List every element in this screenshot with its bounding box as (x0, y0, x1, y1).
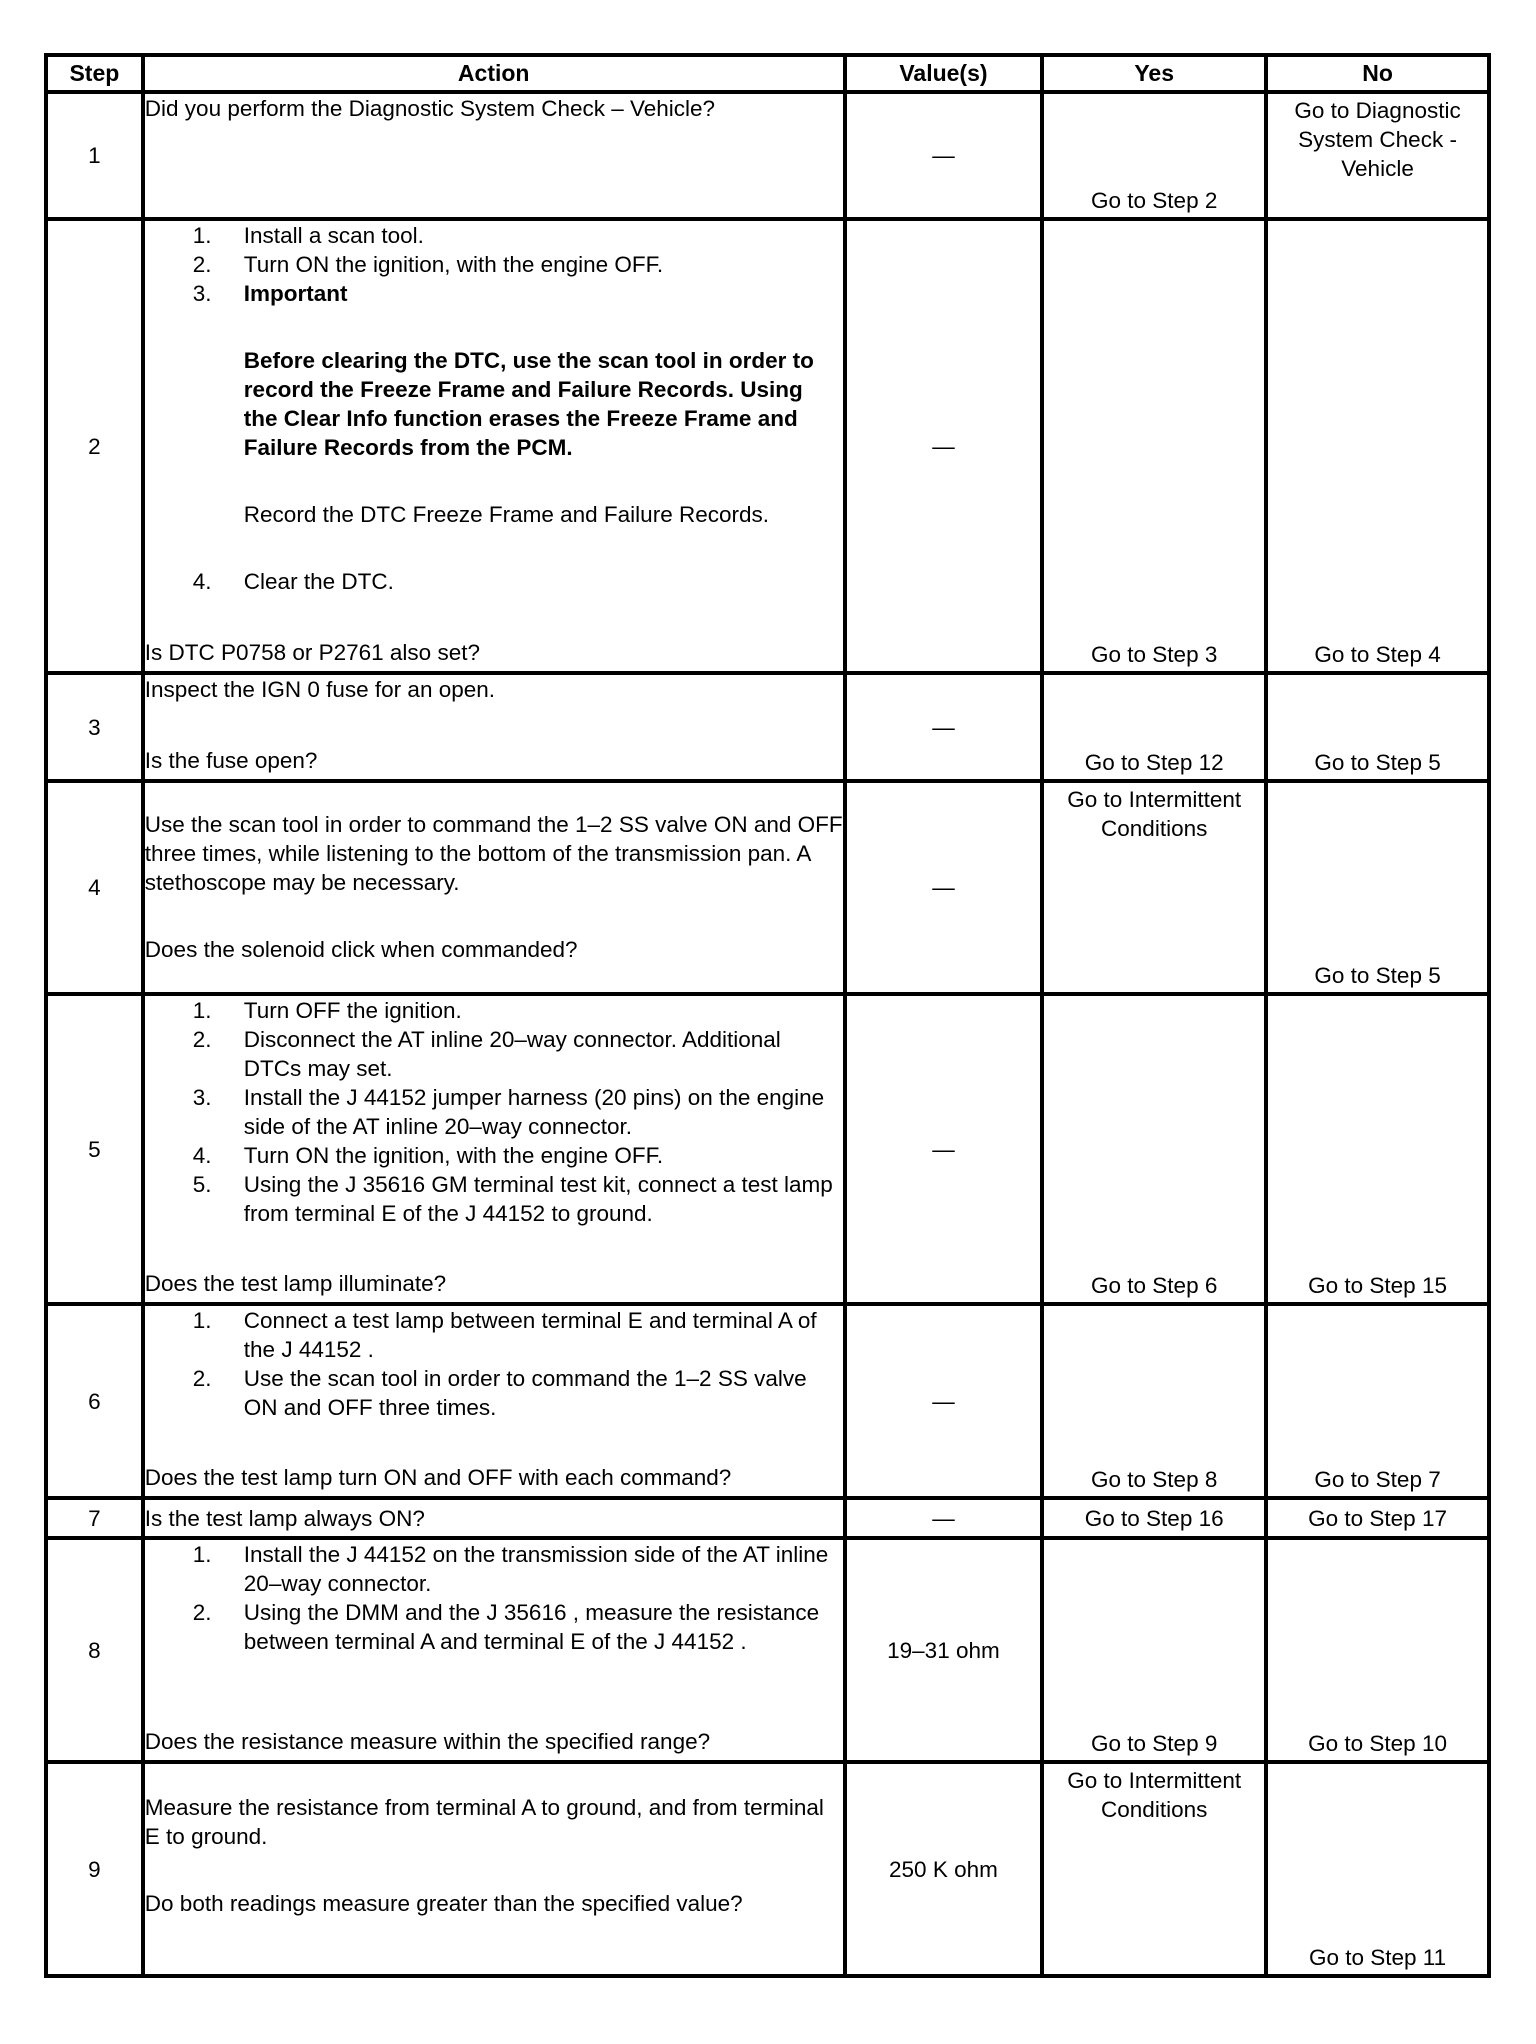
yes-cell (1042, 219, 1266, 673)
action-steps (145, 1540, 843, 1656)
step-number: 9 (46, 1762, 143, 1976)
no-link[interactable]: Go to Step 7 (1314, 1467, 1441, 1492)
action-question: Does the test lamp turn ON and OFF with each command? (144, 1465, 732, 1490)
no-link[interactable]: Go to Step 11 (1308, 1945, 1447, 1970)
action-cell (143, 1762, 845, 1976)
action-cell (143, 994, 845, 1304)
table-row (46, 1498, 1489, 1538)
yes-link[interactable]: Go to Step 12 (1084, 750, 1224, 775)
action-question: Is the fuse open? (144, 748, 318, 773)
yes-link[interactable]: Go to Step 6 (1091, 1273, 1218, 1298)
header-step: Step (46, 55, 143, 92)
action-steps (145, 221, 843, 596)
yes-cell (1042, 1538, 1266, 1762)
step-number: 6 (46, 1304, 143, 1498)
step-number: 2 (46, 219, 143, 673)
action-cell (143, 92, 845, 219)
action-question: Is DTC P0758 or P2761 also set? (144, 640, 480, 665)
action-question: Does the test lamp illuminate? (144, 1271, 447, 1296)
yes-link[interactable]: Go to Step 2 (1091, 188, 1218, 213)
yes-link[interactable]: Go to Step 9 (1091, 1731, 1218, 1756)
action-step: 1. Install the J 44152 on the transmission side of the AT inline 20–way connector. (192, 1542, 829, 1596)
no-cell (1266, 219, 1489, 673)
action-step: 1. Connect a test lamp between terminal E and terminal A of the J 44152 . (192, 1308, 817, 1362)
action-text: Use the scan tool in order to command the 1–2 SS valve ON and OFF three times, while listening to the bottom of the transmission pan. A stethoscope may be necessary. (144, 812, 843, 895)
action-step: 2. Using the DMM and the J 35616 , measure the resistance between terminal A and terminal E of the J 44152 . (192, 1600, 820, 1654)
table-row (46, 994, 1489, 1304)
no-link[interactable]: Go to Diagnostic System Check - Vehicle (1294, 98, 1461, 181)
yes-link[interactable]: Go to Step 16 (1084, 1505, 1224, 1531)
step-number: 1 (46, 92, 143, 219)
step-number: 4 (46, 781, 143, 994)
value-cell: — (845, 1304, 1043, 1498)
action-question: Is the test lamp always ON? (144, 1505, 425, 1531)
action-cell (143, 1304, 845, 1498)
table-row (46, 781, 1489, 994)
table-row (46, 1538, 1489, 1762)
no-link[interactable]: Go to Step 5 (1314, 750, 1441, 775)
action-cell (143, 219, 845, 673)
yes-link[interactable]: Go to Intermittent Conditions (1067, 1768, 1242, 1822)
no-cell (1266, 673, 1489, 781)
no-cell (1266, 1538, 1489, 1762)
action-step: 5. Using the J 35616 GM terminal test kit, connect a test lamp from terminal E of the J 44152 to ground. (192, 1172, 833, 1226)
header-yes: Yes (1042, 55, 1266, 92)
yes-cell (1042, 1304, 1266, 1498)
value-cell: — (845, 781, 1043, 994)
action-cell (143, 1498, 845, 1538)
step-number: 8 (46, 1538, 143, 1762)
action-cell (143, 673, 845, 781)
no-cell (1266, 781, 1489, 994)
value-cell: — (845, 994, 1043, 1304)
action-step: 3. Important Before clearing the DTC, use the scan tool in order to record the Freeze Frame and Failure Records. Using the Clear Info function erases the Freeze Frame and Failure Records from the PCM. Record the DTC Freeze Frame and Failure Records. (145, 279, 843, 567)
no-link[interactable]: Go to Step 17 (1308, 1505, 1447, 1531)
action-step: 4. Turn ON the ignition, with the engine OFF. (192, 1143, 664, 1168)
value-cell: 19–31 ohm (845, 1538, 1043, 1762)
yes-link[interactable]: Go to Intermittent Conditions (1067, 787, 1242, 841)
no-link[interactable]: Go to Step 5 (1314, 963, 1441, 988)
diagnostic-table (44, 53, 1491, 1978)
no-cell (1266, 994, 1489, 1304)
action-step: 2. Turn ON the ignition, with the engine OFF. (192, 252, 664, 277)
yes-cell (1042, 673, 1266, 781)
table-row (46, 1762, 1489, 1976)
yes-cell (1042, 994, 1266, 1304)
value-cell: — (845, 92, 1043, 219)
no-cell (1266, 1762, 1489, 1976)
yes-cell (1042, 92, 1266, 219)
step-number: 3 (46, 673, 143, 781)
header-action: Action (143, 55, 845, 92)
no-cell (1266, 1304, 1489, 1498)
yes-cell (1042, 1762, 1266, 1976)
no-link[interactable]: Go to Step 15 (1308, 1273, 1447, 1298)
no-cell (1266, 92, 1489, 219)
yes-cell (1042, 1498, 1266, 1538)
yes-link[interactable]: Go to Step 8 (1091, 1467, 1218, 1492)
record-note: Record the DTC Freeze Frame and Failure Records. (243, 502, 769, 527)
table-row (46, 1304, 1489, 1498)
action-question: Does the solenoid click when commanded? (144, 937, 578, 962)
action-step: 4. Clear the DTC. (192, 569, 394, 594)
action-question: Did you perform the Diagnostic System Check – Vehicle? (144, 96, 716, 121)
value-cell: — (845, 219, 1043, 673)
value-cell: — (845, 1498, 1043, 1538)
important-note: Before clearing the DTC, use the scan tool in order to record the Freeze Frame and Failure Records. Using the Clear Info function erases the Freeze Frame and Failure Records from the PCM. (243, 348, 814, 460)
header-row (46, 55, 1489, 92)
action-cell (143, 781, 845, 994)
action-text: Measure the resistance from terminal A to ground, and from terminal E to ground. (144, 1795, 824, 1849)
action-steps (145, 1306, 843, 1422)
no-link[interactable]: Go to Step 10 (1308, 1731, 1447, 1756)
value-cell: — (845, 673, 1043, 781)
step-number: 7 (46, 1498, 143, 1538)
action-question: Do both readings measure greater than the specified value? (144, 1891, 743, 1916)
action-text: Inspect the IGN 0 fuse for an open. (144, 677, 496, 702)
yes-link[interactable]: Go to Step 3 (1091, 642, 1218, 667)
step-number: 5 (46, 994, 143, 1304)
value-cell: 250 K ohm (845, 1762, 1043, 1976)
no-cell (1266, 1498, 1489, 1538)
yes-cell (1042, 781, 1266, 994)
action-step: 2. Disconnect the AT inline 20–way connector. Additional DTCs may set. (192, 1027, 781, 1081)
no-link[interactable]: Go to Step 4 (1314, 642, 1441, 667)
action-step: 1. Turn OFF the ignition. (192, 998, 462, 1023)
table-row (46, 219, 1489, 673)
table-row (46, 673, 1489, 781)
action-step: 1. Install a scan tool. (192, 223, 424, 248)
action-steps (145, 996, 843, 1228)
header-values: Value(s) (845, 55, 1043, 92)
header-no: No (1266, 55, 1489, 92)
action-question: Does the resistance measure within the specified range? (144, 1729, 711, 1754)
action-cell (143, 1538, 845, 1762)
table-row (46, 92, 1489, 219)
action-step: 3. Install the J 44152 jumper harness (20 pins) on the engine side of the AT inline 20–way connector. (192, 1085, 825, 1139)
action-step: 2. Use the scan tool in order to command the 1–2 SS valve ON and OFF three times. (192, 1366, 807, 1420)
